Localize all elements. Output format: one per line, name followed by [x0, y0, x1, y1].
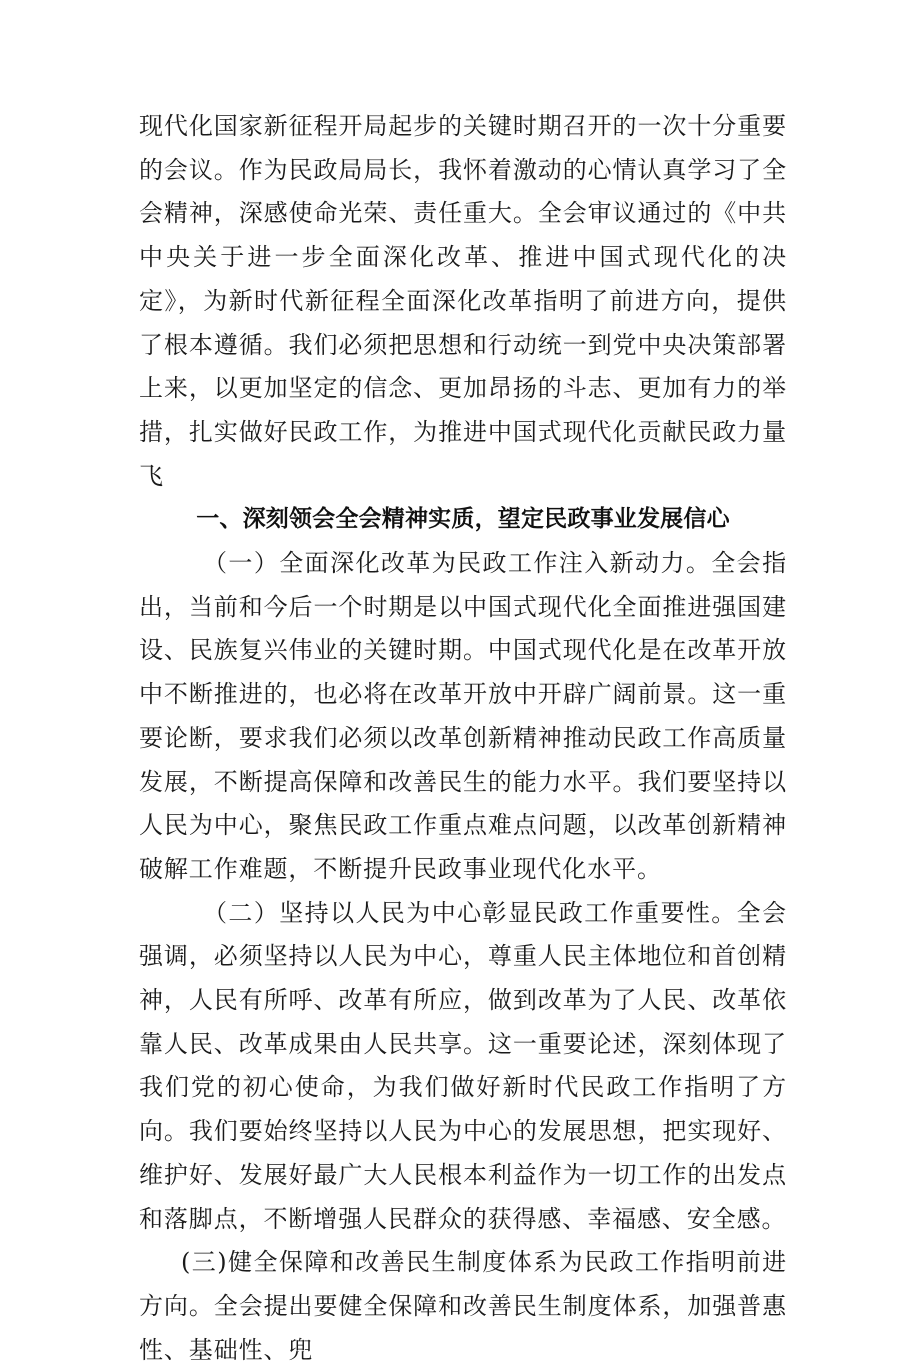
- body-paragraph: （二）坚持以人民为中心彰显民政工作重要性。全会强调，必须坚持以人民为中心，尊重人民主体地位和首创精神，人民有所呼、改革有所应，做到改革为了人民、改革依靠人民、改革成果由人民共享。这一重要论述，深刻体现了我们党的初心使命，为我们做好新时代民政工作指明了方向。我们要始终坚持以人民为中心的发展思想，把实现好、维护好、发展好最广大人民根本利益作为一切工作的出发点和落脚点，不断增强人民群众的获得感、幸福感、安全感。: [139, 898, 787, 1233]
- body-paragraph: (三)健全保障和改善民生制度体系为民政工作指明前进方向。全会提出要健全保障和改善民生制度体系，加强普惠性、基础性、兜: [139, 1248, 787, 1364]
- body-paragraph: （一）全面深化改革为民政工作注入新动力。全会指出，当前和今后一个时期是以中国式现代化全面推进强国建设、民族复兴伟业的关键时期。中国式现代化是在改革开放中不断推进的，也必将在改革开放中开辟广阔前景。这一重要论断，要求我们必须以改革创新精神推动民政工作高质量发展，不断提高保障和改善民生的能力水平。我们要坚持以人民为中心，聚焦民政工作重点难点问题，以改革创新精神破解工作难题，不断提升民政事业现代化水平。: [139, 549, 787, 883]
- section-heading: 一、深刻领会全会精神实质，望定民政事业发展信心: [196, 506, 730, 533]
- document-body: [139, 105, 787, 1372]
- intro-paragraph: 现代化国家新征程开局起步的关键时期召开的一次十分重要的会议。作为民政局局长，我怀着激动的心情认真学习了全会精神，深感使命光荣、责任重大。全会审议通过的《中共中央关于进一步全面深化改革、推进中国式现代化的决定》，为新时代新征程全面深化改革指明了前进方向，提供了根本遵循。我们必须把思想和行动统一到党中央决策部署上来，以更加坚定的信念、更加昂扬的斗志、更加有力的举措，扎实做好民政工作，为推进中国式现代化贡献民政力量飞: [139, 112, 787, 490]
